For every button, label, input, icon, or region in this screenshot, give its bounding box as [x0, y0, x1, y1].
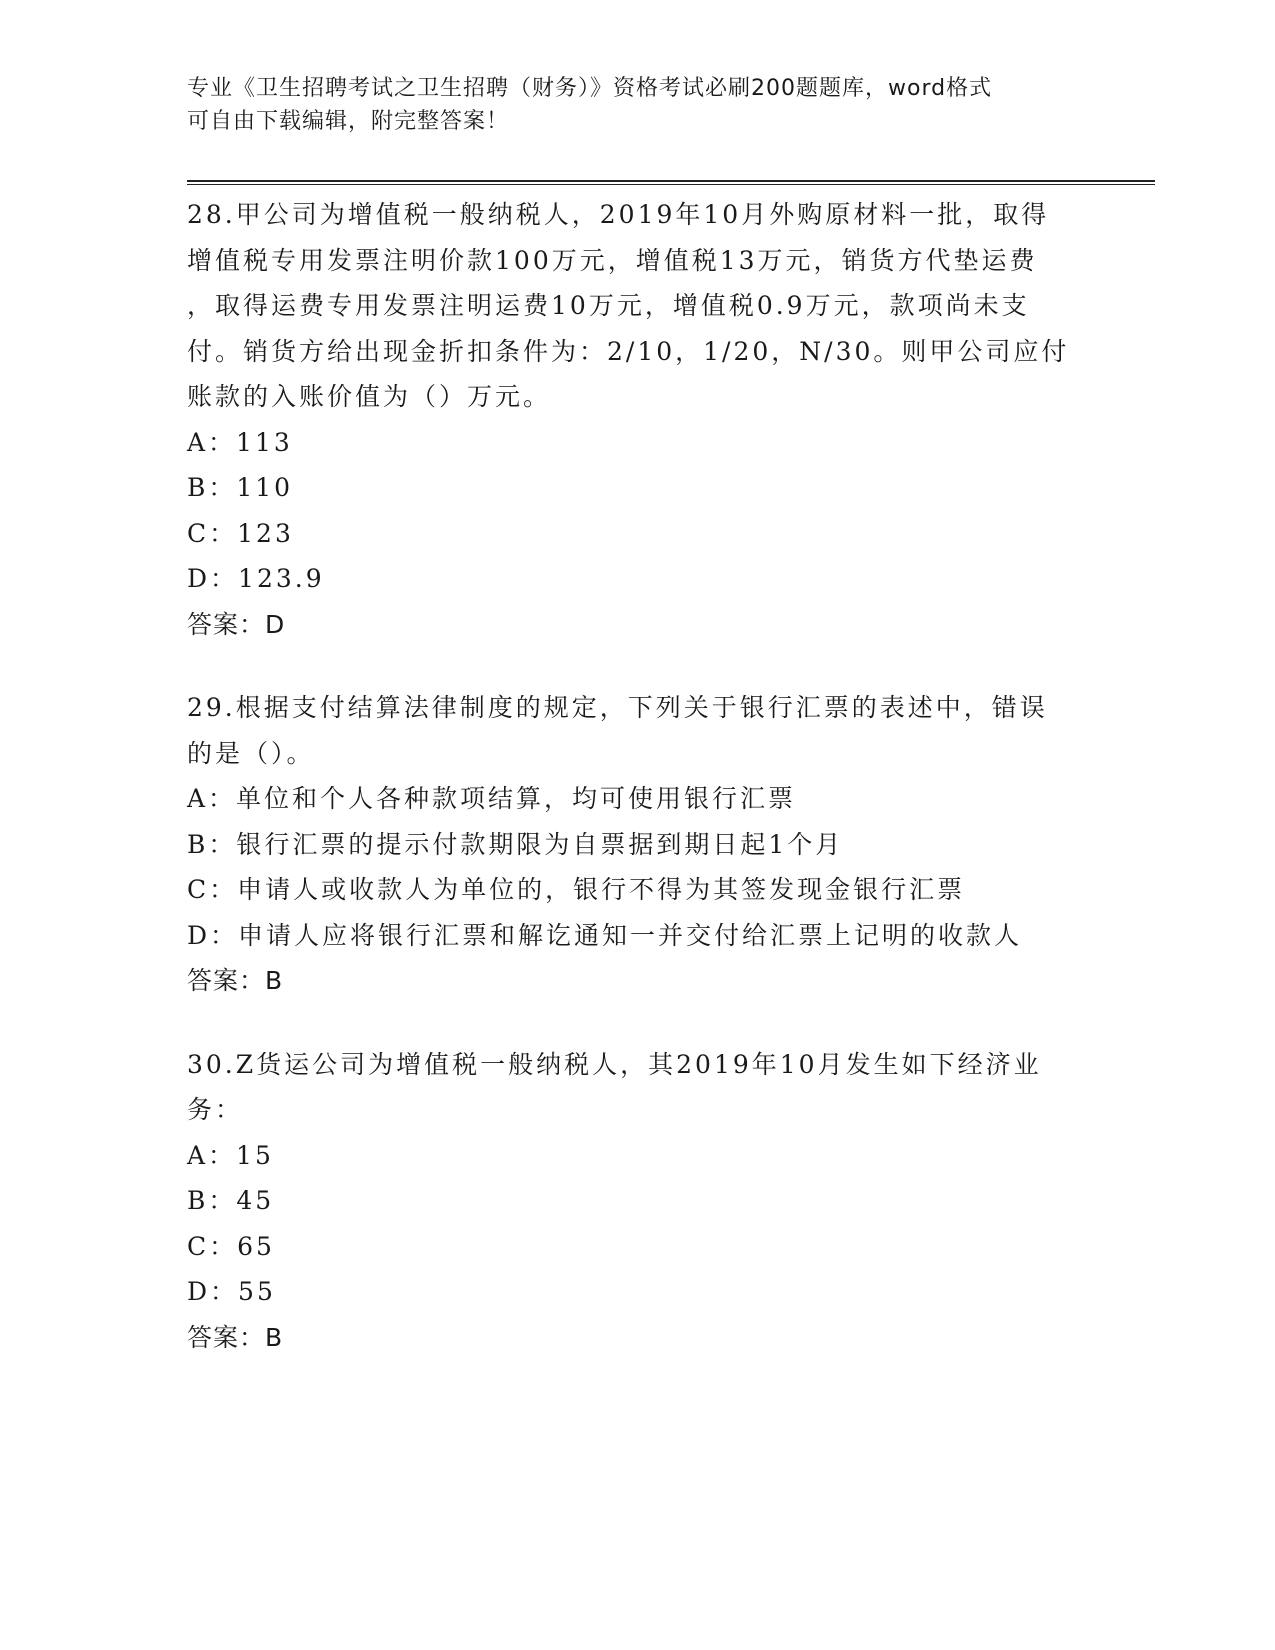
- option-c: C：123: [187, 518, 294, 548]
- option-d: D：123.9: [187, 564, 325, 593]
- document-header: [187, 72, 1067, 138]
- option-d: D：55: [187, 1277, 276, 1306]
- question-28: [187, 192, 1087, 647]
- option-d: D：申请人应将银行汇票和解讫通知一并交付给汇票上记明的收款人: [187, 920, 1023, 950]
- question-stem: 28.甲公司为增值税一般纳税人，2019年10月外购原材料一批，取得: [187, 200, 1050, 229]
- question-stem: 30.Z货运公司为增值税一般纳税人，其2019年10月发生如下经济业: [187, 1049, 1042, 1079]
- answer-label: 答案：B: [187, 1322, 284, 1352]
- header-line: 专业《卫生招聘考试之卫生招聘（财务）》资格考试必刷200题题库，word格式: [187, 76, 993, 101]
- question-29: [187, 685, 1087, 1004]
- question-stem: 的是（）。: [187, 738, 315, 768]
- option-c: C：65: [187, 1231, 275, 1261]
- option-a: A：单位和个人各种款项结算，均可使用银行汇票: [187, 784, 797, 813]
- question-list: [187, 192, 1087, 1398]
- option-b: B：110: [187, 473, 294, 502]
- question-stem: 29.根据支付结算法律制度的规定，下列关于银行汇票的表述中，错误: [187, 693, 1048, 722]
- option-b: B：银行汇票的提示付款期限为自票据到期日起1个月: [187, 829, 844, 859]
- option-a: A：15: [187, 1140, 274, 1170]
- option-c: C：申请人或收款人为单位的，银行不得为其签发现金银行汇票: [187, 875, 966, 904]
- question-stem: 增值税专用发票注明价款100万元，增值税13万元，销货方代垫运费: [187, 245, 1038, 275]
- option-a: A：113: [187, 427, 293, 457]
- question-stem: 务：: [187, 1095, 244, 1124]
- question-stem: ，取得运费专用发票注明运费10万元，增值税0.9万元，款项尚未支: [187, 291, 1030, 320]
- question-stem: 账款的入账价值为（）万元。: [187, 382, 552, 411]
- answer-label: 答案：B: [187, 966, 284, 995]
- header-line: 可自由下载编辑，附完整答案！: [187, 109, 510, 134]
- answer-label: 答案：D: [187, 609, 286, 639]
- header-divider: [187, 180, 1155, 185]
- question-30: [187, 1042, 1087, 1361]
- question-stem: 付。销货方给出现金折扣条件为：2/10，1/20，N/30。则甲公司应付: [187, 336, 1070, 366]
- option-b: B：45: [187, 1186, 275, 1215]
